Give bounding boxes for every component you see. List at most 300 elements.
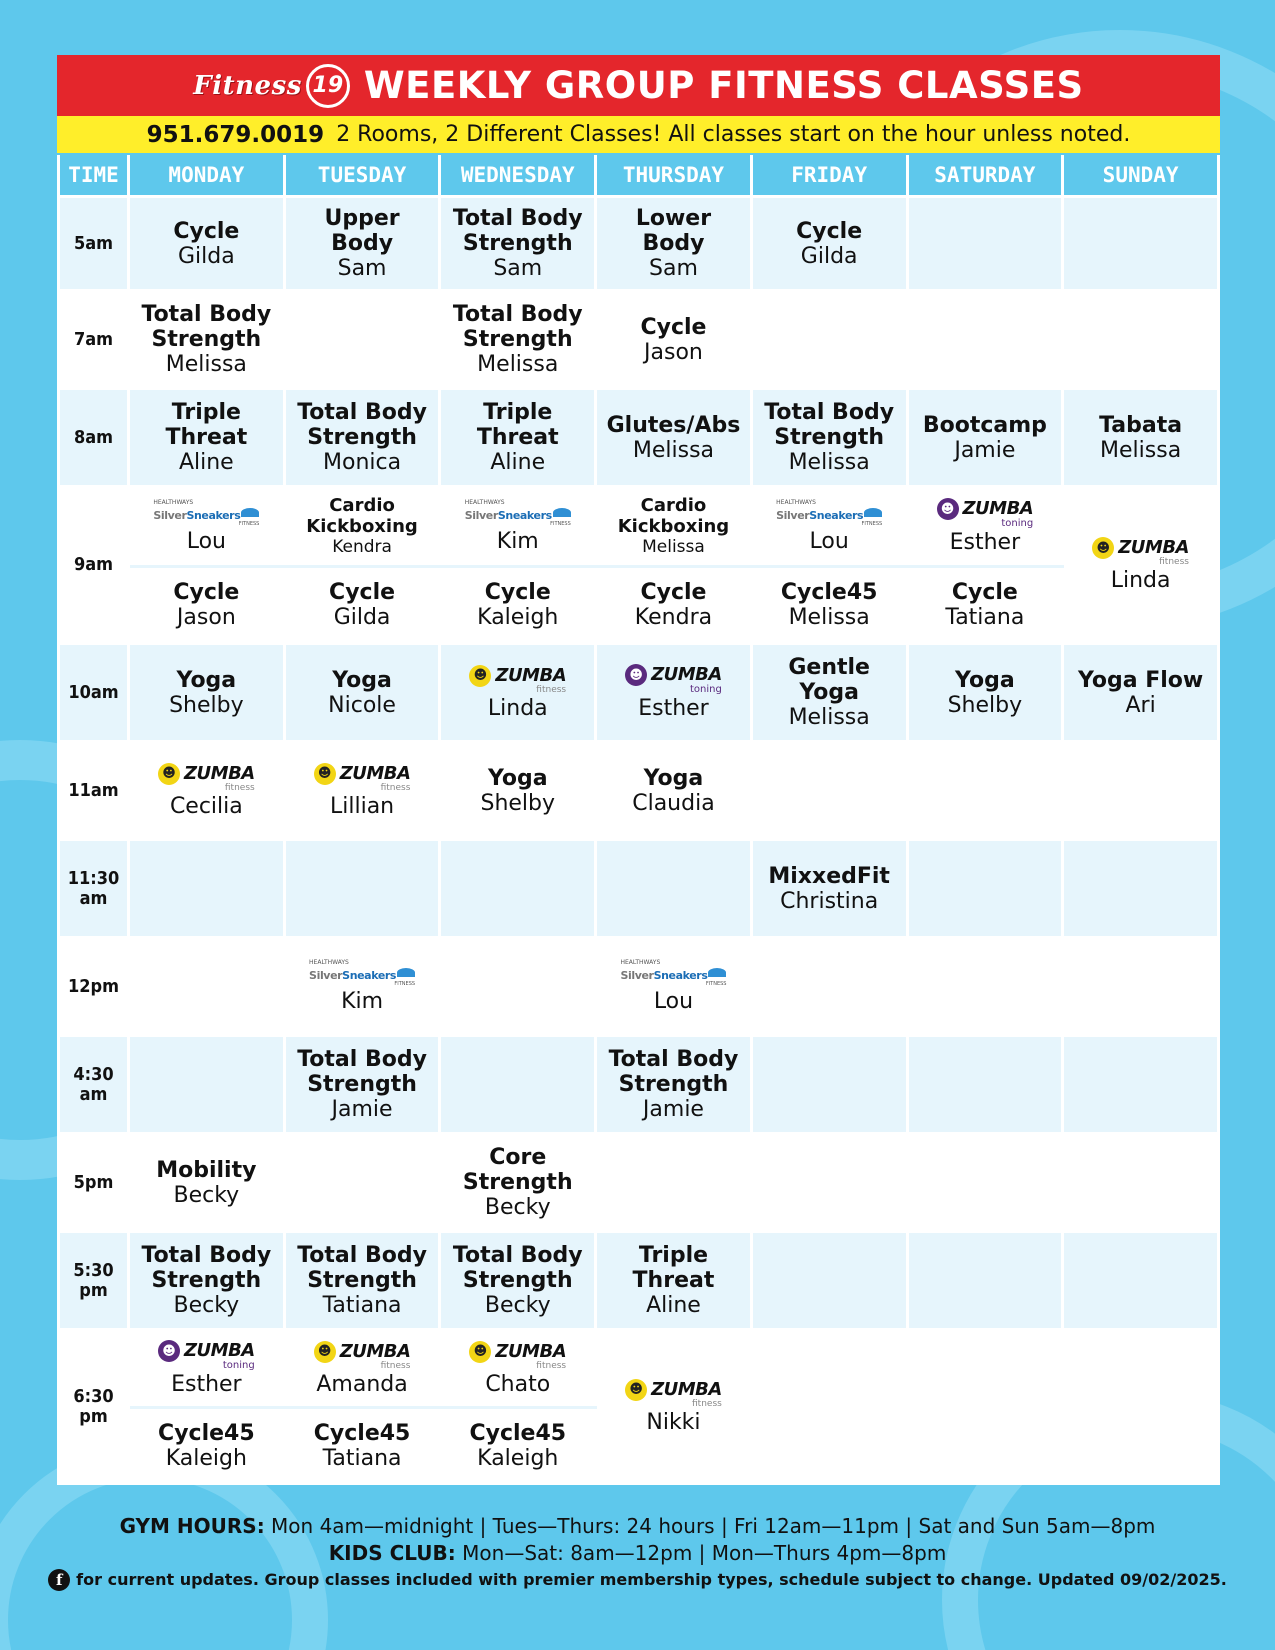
empty-cell <box>1063 742 1219 840</box>
class-name: Strength <box>307 425 417 450</box>
empty-cell <box>1063 291 1219 389</box>
row-9am-room2 <box>59 567 1219 644</box>
class-cell <box>751 567 907 644</box>
row-530pm <box>59 1232 1219 1330</box>
empty-cell <box>907 938 1063 1036</box>
zumba-icon: ☻ <box>625 664 647 686</box>
row-630pm-room1 <box>59 1330 1219 1408</box>
empty-cell <box>907 1232 1063 1330</box>
row-10am <box>59 644 1219 742</box>
class-cell <box>129 1408 285 1484</box>
empty-cell <box>751 1232 907 1330</box>
row-7am <box>59 291 1219 389</box>
col-wednesday: WEDNESDAY <box>440 155 596 197</box>
class-cell <box>596 1036 752 1134</box>
zumba-fitness-logo: ☻ ZUMBA fitness <box>469 1340 566 1371</box>
class-cell <box>129 644 285 742</box>
kids-club-hours <box>0 1540 1275 1567</box>
instructor: Aline <box>490 450 546 475</box>
class-name: Triple <box>483 400 553 425</box>
time-cell: 9am <box>59 487 129 644</box>
instructor: Melissa <box>477 352 559 377</box>
class-cell <box>440 1232 596 1330</box>
empty-cell <box>1063 1036 1219 1134</box>
empty-cell <box>596 840 752 938</box>
class-cell <box>440 487 596 567</box>
class-cell <box>596 644 752 742</box>
instructor: Becky <box>484 1293 551 1318</box>
class-name: Total Body <box>141 302 272 327</box>
class-cell <box>284 1408 440 1484</box>
instructor: Melissa <box>165 352 247 377</box>
col-saturday: SATURDAY <box>907 155 1063 197</box>
sneaker-icon <box>864 508 882 517</box>
instructor: Shelby <box>947 692 1023 718</box>
class-cell <box>596 1330 752 1484</box>
class-name: Body <box>331 231 394 256</box>
tagline: 2 Rooms, 2 Different Classes! All classes start on the hour unless noted. <box>336 122 1131 147</box>
schedule-sheet <box>57 55 1220 1485</box>
silversneakers-logo: HEALTHWAYS SilverSneakers FITNESS <box>153 498 260 527</box>
class-cell <box>440 1330 596 1408</box>
class-cell <box>596 938 752 1036</box>
instructor: Esther <box>638 696 709 722</box>
class-name: Cycle <box>173 218 240 244</box>
time-suffix: pm <box>79 1279 108 1301</box>
class-cell <box>596 197 752 291</box>
class-name: Yoga <box>643 765 704 791</box>
class-name: Total Body <box>297 1243 427 1268</box>
class-name: Total Body <box>141 1243 272 1268</box>
class-name: Cycle45 <box>313 1420 411 1446</box>
class-name: Mobility <box>156 1157 257 1183</box>
schedule-table <box>57 155 1220 1485</box>
col-tuesday: TUESDAY <box>284 155 440 197</box>
class-cell <box>440 197 596 291</box>
class-cell <box>129 742 285 840</box>
gym-hours-text: Mon 4am—midnight | Tues—Thurs: 24 hours | Fri 12am—11pm | Sat and Sun 5am—8pm <box>264 1514 1156 1538</box>
class-cell <box>440 644 596 742</box>
time-label: 5:30 <box>73 1259 114 1281</box>
class-cell <box>751 197 907 291</box>
class-name: Total Body <box>764 400 895 425</box>
footer-note-text: for current updates. Group classes included with premier membership types, schedule subject to change. Updated 09/02/2025. <box>76 1570 1227 1589</box>
instructor: Jamie <box>954 437 1016 463</box>
row-1130am <box>59 840 1219 938</box>
logo-number-badge: 19 <box>306 64 350 108</box>
instructor: Tatiana <box>322 1293 402 1318</box>
zumba-icon: ☻ <box>158 1340 180 1362</box>
class-cell <box>284 1232 440 1330</box>
instructor: Sam <box>337 256 387 281</box>
class-name: Cycle <box>329 580 396 605</box>
phone-number[interactable]: 951.679.0019 <box>146 121 325 148</box>
class-name: Strength <box>774 425 885 450</box>
gym-hours <box>0 1513 1275 1540</box>
zumba-icon: ☻ <box>158 763 180 785</box>
instructor: Aline <box>178 450 234 475</box>
instructor: Melissa <box>788 450 870 475</box>
class-name: Total Body <box>297 1047 427 1072</box>
empty-cell <box>284 840 440 938</box>
class-name: Total Body <box>297 400 427 425</box>
empty-cell <box>129 840 285 938</box>
empty-cell <box>907 291 1063 389</box>
class-name: Strength <box>462 327 573 352</box>
class-name: Strength <box>618 1072 729 1097</box>
class-cell <box>907 389 1063 487</box>
zumba-icon: ☻ <box>469 665 491 687</box>
class-name: Total Body <box>608 1047 739 1072</box>
instructor: Lou <box>186 528 226 554</box>
instructor: Kendra <box>332 537 392 557</box>
class-name: Body <box>642 231 705 256</box>
class-name: MixxedFit <box>768 863 890 889</box>
class-name: Threat <box>632 1268 715 1293</box>
time-label: 4:30 <box>73 1063 114 1085</box>
class-cell <box>129 1232 285 1330</box>
instructor: Esther <box>171 1372 242 1398</box>
empty-cell <box>751 1134 907 1232</box>
empty-cell <box>1063 938 1219 1036</box>
class-cell <box>440 1408 596 1484</box>
sneaker-icon <box>708 968 726 977</box>
footer-note <box>0 1567 1275 1593</box>
empty-cell <box>907 1330 1063 1484</box>
class-name: Triple <box>171 400 241 425</box>
instructor: Nicole <box>328 692 396 718</box>
class-cell <box>751 644 907 742</box>
class-name: Yoga <box>955 667 1015 693</box>
class-cell <box>596 1232 752 1330</box>
class-cell <box>129 389 285 487</box>
class-cell <box>1063 487 1219 644</box>
row-9am-room1 <box>59 487 1219 567</box>
class-cell <box>284 742 440 840</box>
class-cell <box>751 840 907 938</box>
page-title: WEEKLY GROUP FITNESS CLASSES <box>363 64 1084 107</box>
class-name: Cycle <box>484 580 551 605</box>
col-thursday: THURSDAY <box>596 155 752 197</box>
col-friday: FRIDAY <box>751 155 907 197</box>
empty-cell <box>284 1134 440 1232</box>
instructor: Lou <box>809 528 849 554</box>
instructor: Melissa <box>1100 437 1182 463</box>
empty-cell <box>907 1036 1063 1134</box>
time-cell: 5am <box>59 197 129 291</box>
class-cell <box>129 1330 285 1408</box>
instructor: Gilda <box>800 243 858 269</box>
class-name: Yoga Flow <box>1077 667 1204 693</box>
class-name: Cycle <box>796 218 863 244</box>
class-name: Cycle <box>173 580 240 605</box>
class-name: Strength <box>151 327 262 352</box>
instructor: Esther <box>949 530 1021 556</box>
class-name: Cycle45 <box>158 1420 255 1446</box>
class-name: Total Body <box>452 302 583 327</box>
class-cell <box>907 567 1063 644</box>
instructor: Kim <box>496 528 539 554</box>
class-cell <box>1063 644 1219 742</box>
kids-club-label: KIDS CLUB: <box>328 1541 456 1565</box>
zumba-toning-logo: ☻ ZUMBA toning <box>625 664 722 696</box>
class-cell <box>596 291 752 389</box>
footer <box>0 1513 1275 1593</box>
empty-cell <box>1063 1134 1219 1232</box>
instructor: Chato <box>485 1371 551 1397</box>
class-cell <box>440 389 596 487</box>
empty-cell <box>751 291 907 389</box>
row-11am <box>59 742 1219 840</box>
row-8am <box>59 389 1219 487</box>
empty-cell <box>751 1036 907 1134</box>
class-cell <box>129 1134 285 1232</box>
instructor: Jason <box>644 339 703 365</box>
class-name: Gentle <box>788 655 870 680</box>
instructor: Christina <box>780 888 879 914</box>
class-cell <box>596 742 752 840</box>
class-name: Strength <box>462 1170 573 1195</box>
zumba-icon: ☻ <box>1092 537 1114 559</box>
zumba-toning-logo: ☻ ZUMBA toning <box>158 1340 255 1372</box>
class-name: Kickboxing <box>306 516 418 537</box>
logo-word: Fitness <box>193 70 302 101</box>
class-name: Cardio <box>329 495 395 516</box>
class-name: Cycle <box>640 580 707 605</box>
class-name: Strength <box>307 1072 417 1097</box>
zumba-fitness-logo: ☻ ZUMBA fitness <box>625 1378 722 1409</box>
instructor: Amanda <box>316 1371 408 1397</box>
zumba-icon: ☻ <box>625 1379 647 1401</box>
class-name: Total Body <box>452 206 583 231</box>
silversneakers-logo: HEALTHWAYS SilverSneakers FITNESS <box>309 958 416 987</box>
empty-cell <box>284 291 440 389</box>
instructor: Lillian <box>329 793 395 819</box>
instructor: Melissa <box>642 537 705 557</box>
row-5pm <box>59 1134 1219 1232</box>
time-cell: 11am <box>59 742 129 840</box>
instructor: Melissa <box>632 437 715 463</box>
sneaker-icon <box>553 508 571 517</box>
class-cell <box>907 644 1063 742</box>
sneaker-icon <box>397 968 415 977</box>
instructor: Sam <box>493 256 543 281</box>
empty-cell <box>1063 197 1219 291</box>
class-name: Cycle <box>951 580 1018 605</box>
empty-cell <box>751 1330 907 1484</box>
class-name: Yoga <box>332 667 392 693</box>
class-name: Glutes/Abs <box>606 412 741 438</box>
empty-cell <box>440 938 596 1036</box>
class-name: Kickboxing <box>617 516 730 537</box>
class-name: Yoga <box>487 765 548 791</box>
class-cell <box>284 1330 440 1408</box>
class-cell <box>284 938 440 1036</box>
time-cell: 7am <box>59 291 129 389</box>
info-bar <box>57 116 1220 155</box>
zumba-fitness-logo: ☻ ZUMBA fitness <box>314 762 411 793</box>
time-suffix: pm <box>79 1405 108 1427</box>
instructor: Jason <box>176 605 236 630</box>
instructor: Tatiana <box>945 605 1025 630</box>
instructor: Claudia <box>632 790 715 816</box>
silversneakers-logo: HEALTHWAYS SilverSneakers FITNESS <box>620 958 727 987</box>
zumba-icon: ☻ <box>314 763 336 785</box>
class-cell <box>129 291 285 389</box>
class-cell <box>440 291 596 389</box>
class-cell <box>129 567 285 644</box>
class-cell <box>284 567 440 644</box>
time-cell <box>59 1330 129 1484</box>
time-cell: 8am <box>59 389 129 487</box>
instructor: Becky <box>173 1293 240 1318</box>
row-12pm <box>59 938 1219 1036</box>
silversneakers-logo: HEALTHWAYS SilverSneakers FITNESS <box>464 498 571 527</box>
empty-cell <box>907 197 1063 291</box>
instructor: Sam <box>649 256 698 281</box>
zumba-icon: ☻ <box>314 1341 336 1363</box>
instructor: Kaleigh <box>477 1445 559 1471</box>
time-cell <box>59 840 129 938</box>
instructor: Nikki <box>646 1409 701 1435</box>
class-name: Tabata <box>1099 412 1183 438</box>
instructor: Linda <box>487 695 548 721</box>
empty-cell <box>129 938 285 1036</box>
instructor: Jamie <box>642 1097 704 1122</box>
class-cell <box>284 644 440 742</box>
instructor: Linda <box>1110 568 1171 594</box>
empty-cell <box>1063 1330 1219 1484</box>
instructor: Melissa <box>788 605 870 630</box>
class-name: Bootcamp <box>922 412 1047 438</box>
empty-cell <box>907 742 1063 840</box>
empty-cell <box>1063 840 1219 938</box>
zumba-fitness-logo: ☻ ZUMBA fitness <box>469 664 566 695</box>
empty-cell <box>129 1036 285 1134</box>
zumba-toning-logo: ☻ ZUMBA toning <box>937 498 1034 530</box>
col-time: TIME <box>59 155 129 197</box>
instructor: Aline <box>646 1293 701 1318</box>
time-cell: 5pm <box>59 1134 129 1232</box>
class-name: Triple <box>638 1243 709 1268</box>
header-row <box>59 155 1219 197</box>
class-cell <box>440 567 596 644</box>
row-430 <box>59 1036 1219 1134</box>
time-cell <box>59 1036 129 1134</box>
class-cell <box>596 487 752 567</box>
col-sunday: SUNDAY <box>1063 155 1219 197</box>
class-cell <box>907 487 1063 567</box>
time-cell: 10am <box>59 644 129 742</box>
sneaker-icon <box>241 508 259 517</box>
instructor: Kendra <box>634 605 713 630</box>
class-name: Yoga <box>176 667 237 693</box>
class-name: Yoga <box>799 680 859 705</box>
class-cell <box>284 487 440 567</box>
class-cell <box>284 1036 440 1134</box>
zumba-fitness-logo: ☻ ZUMBA fitness <box>158 762 255 793</box>
instructor: Gilda <box>177 243 235 269</box>
class-cell <box>596 389 752 487</box>
instructor: Tatiana <box>322 1445 402 1471</box>
fitness19-logo <box>193 64 350 108</box>
time-cell <box>59 1232 129 1330</box>
silversneakers-logo: HEALTHWAYS SilverSneakers FITNESS <box>776 498 883 527</box>
gym-hours-label: GYM HOURS: <box>119 1514 265 1538</box>
class-cell <box>129 487 285 567</box>
instructor: Gilda <box>333 605 391 630</box>
empty-cell <box>751 938 907 1036</box>
zumba-icon: ☻ <box>937 498 959 520</box>
instructor: Kaleigh <box>165 1445 247 1471</box>
instructor: Melissa <box>788 705 870 730</box>
class-name: Threat <box>165 425 248 450</box>
facebook-icon[interactable]: f <box>48 1569 70 1591</box>
class-name: Core <box>489 1145 547 1170</box>
class-cell <box>440 1134 596 1232</box>
class-cell <box>129 197 285 291</box>
time-label: 6:30 <box>73 1385 114 1407</box>
empty-cell <box>907 840 1063 938</box>
instructor: Becky <box>173 1182 240 1208</box>
class-cell <box>751 487 907 567</box>
empty-cell <box>440 1036 596 1134</box>
zumba-fitness-logo: ☻ ZUMBA fitness <box>1092 537 1189 568</box>
instructor: Ari <box>1125 692 1156 718</box>
header-banner <box>57 55 1220 116</box>
class-name: Threat <box>476 425 559 450</box>
instructor: Lou <box>653 988 694 1014</box>
class-name: Total Body <box>452 1243 583 1268</box>
zumba-icon: ☻ <box>469 1341 491 1363</box>
class-name: Cardio <box>640 495 707 516</box>
empty-cell <box>907 1134 1063 1232</box>
class-name: Strength <box>307 1268 417 1293</box>
class-cell <box>751 389 907 487</box>
zumba-fitness-logo: ☻ ZUMBA fitness <box>314 1340 411 1371</box>
instructor: Monica <box>323 450 402 475</box>
class-name: Strength <box>151 1268 262 1293</box>
class-name: Cycle45 <box>780 580 878 605</box>
class-cell <box>596 567 752 644</box>
class-name: Upper <box>324 206 400 231</box>
class-name: Lower <box>635 206 712 231</box>
time-cell: 12pm <box>59 938 129 1036</box>
class-cell <box>284 197 440 291</box>
time-label: 11:30 <box>67 867 120 889</box>
class-name: Cycle <box>640 314 707 340</box>
instructor: Kaleigh <box>477 605 559 630</box>
instructor: Shelby <box>480 790 556 816</box>
empty-cell <box>1063 1232 1219 1330</box>
col-monday: MONDAY <box>129 155 285 197</box>
time-suffix: am <box>79 1083 108 1105</box>
class-name: Strength <box>462 231 573 256</box>
instructor: Jamie <box>331 1097 393 1122</box>
empty-cell <box>751 742 907 840</box>
instructor: Becky <box>484 1195 551 1220</box>
class-name: Cycle45 <box>469 1420 567 1446</box>
empty-cell <box>440 840 596 938</box>
kids-club-text: Mon—Sat: 8am—12pm | Mon—Thurs 4pm—8pm <box>455 1541 947 1565</box>
instructor: Kim <box>341 988 384 1014</box>
class-cell <box>284 389 440 487</box>
instructor: Shelby <box>169 692 244 718</box>
empty-cell <box>596 1134 752 1232</box>
class-cell <box>440 742 596 840</box>
class-name: Strength <box>462 1268 573 1293</box>
row-5am <box>59 197 1219 291</box>
